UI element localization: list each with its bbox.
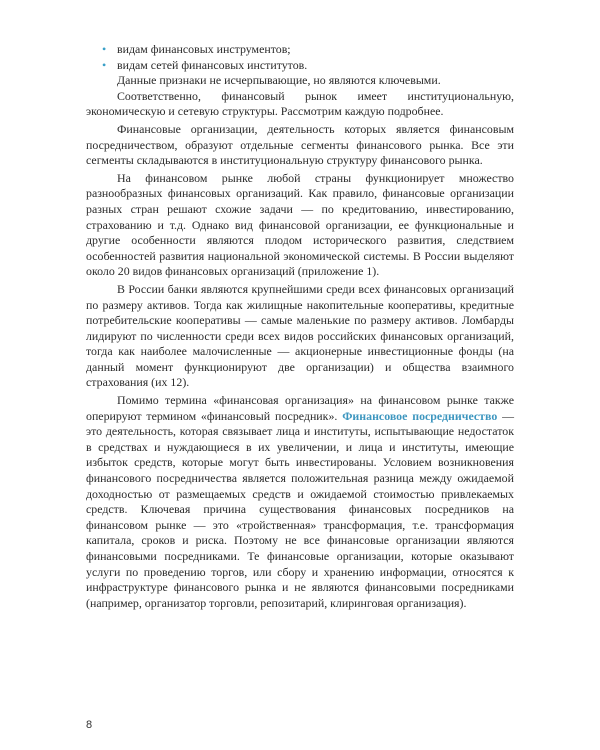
list-item <box>86 58 514 74</box>
key-term: Финансовое посредничество <box>342 408 498 423</box>
paragraph: Соответственно, финансовый рынок имеет институциональную, экономическую и сетевую структуры. Рассмотрим каждую подробнее. <box>86 88 514 119</box>
page-body <box>86 42 514 611</box>
paragraph-rest: — это деятельность, которая связывает лица и институты, испытывающие недостаток в средствах и нуждающиеся в их увеличении, и лица и институты, имеющие избыток средств, которые могут быть инвестированы. Условием возникновения финансового посредничества является положительная разница между ожидаемой доходностью от размещаемых средств и ожидаемой стоимостью привлекаемых средств. Ключевая причина существования финансовых посредников на финансовом рынке — это «тройственная» трансформация, т.е. трансформация капитала, сроков и риска. Поэтому не все финансовые организации являются финансовыми посредниками. Те финансовые организации, которые оказывают услуги по проведению торгов, или сбору и хранению информации, относятся к инфраструктуре финансового рынка и не являются финансовыми посредниками (например, организатор торговли, репозитарий, клиринговая организация). <box>86 408 514 610</box>
paragraph: В России банки являются крупнейшими среди всех финансовых организаций по размеру активов. Тогда как жилищные накопительные кооперативы, кредитные потребительские кооперативы — самые маленькие по размеру активов. Ломбарды лидируют по численности среди всех видов российских финансовых организаций, тогда как наиболее малочисленные — акционерные инвестиционные фонды (на данный момент функционируют две организации) и общества взаимного страхования (их 12). <box>86 281 514 390</box>
paragraph: Данные признаки не исчерпывающие, но являются ключевыми. <box>117 73 441 88</box>
bullet-text: видам финансовых инструментов; <box>117 42 291 56</box>
bullet-icon: • <box>102 42 107 56</box>
paragraph-intro: Помимо термина «финансовая организация» на финансовом рынке также оперируют термином «финансовый посредник». <box>86 393 514 423</box>
page-number: 8 <box>86 719 93 731</box>
paragraph: Финансовые организации, деятельность которых является финансовым посредничеством, образуют отдельные сегменты финансового рынка. Все эти сегменты складываются в институциональную структуру финансового рынка. <box>86 121 514 168</box>
bullet-icon: • <box>102 57 107 72</box>
list-item <box>86 42 514 58</box>
paragraph: На финансовом рынке любой страны функционирует множество разнообразных финансовых организаций. Как правило, финансовые организации разных стран решают схожие задачи — по кредитованию, инвестированию, страхованию и т.д. Однако вид финансовой организации, ее функциональные и другие особенности являются плодом исторического развития, следствием особенностей развития национальной экономической системы. В России выделяют около 20 видов финансовых организаций (приложение 1). <box>86 170 514 279</box>
paragraph <box>86 393 514 611</box>
bullet-text: видам сетей финансовых институтов. <box>117 57 308 72</box>
